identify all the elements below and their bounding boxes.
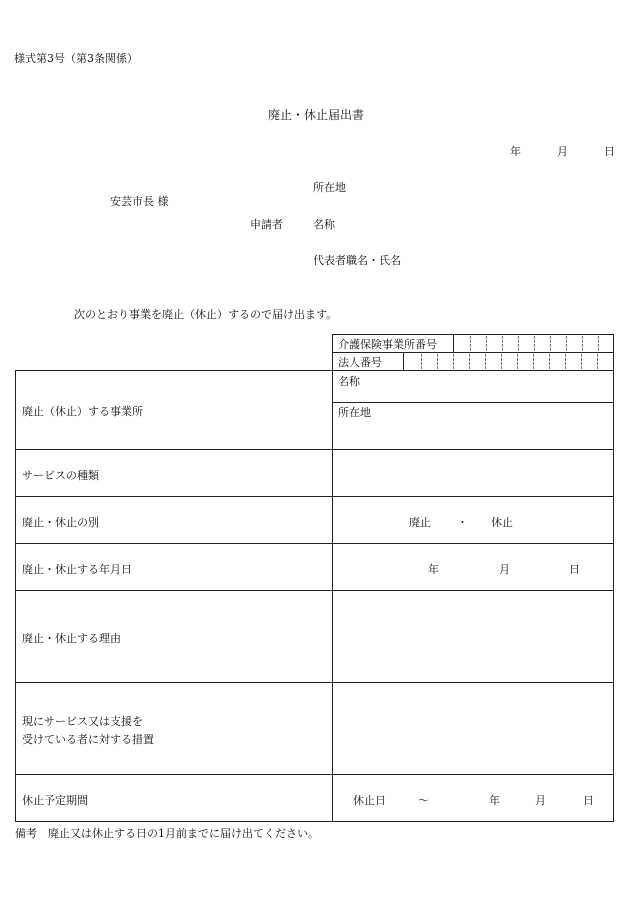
care-number-label: 介護保険事業所番号 [338,338,437,351]
type-label: 廃止・休止の別 [22,516,99,529]
measures-label-line2: 受けている者に対する措置 [22,733,154,746]
period-year: 年 [489,794,500,807]
corp-number-label: 法人番号 [338,356,382,369]
measures-label-line1: 現にサービス又は支援を [22,715,143,728]
applicant-address-label: 所在地 [313,181,346,194]
form-number: 様式第3号（第3条関係） [14,52,138,65]
type-option-suspend[interactable]: 休止 [491,516,513,529]
service-label: サービスの種類 [22,469,99,482]
date-year: 年 [510,145,521,158]
date-month-field: 月 [499,563,510,576]
period-day: 日 [583,794,594,807]
period-label: 休止予定期間 [22,794,88,807]
form-title: 廃止・休止届出書 [268,108,365,122]
date-month: 月 [557,145,568,158]
intro-text: 次のとおり事業を廃止（休止）するので届け出ます。 [74,308,338,321]
type-separator: ・ [457,516,468,529]
reason-label: 廃止・休止する理由 [22,632,121,645]
period-start-label: 休止日 [353,794,386,807]
date-label: 廃止・休止する年月日 [22,563,132,576]
period-tilde: 〜 [418,794,429,807]
date-day: 日 [604,145,615,158]
date-year-field: 年 [428,563,439,576]
period-month: 月 [535,794,546,807]
office-address-label: 所在地 [338,406,371,419]
addressee: 安芸市長 様 [110,195,169,208]
applicant-label: 申請者 [250,218,283,231]
date-day-field: 日 [569,563,580,576]
office-label: 廃止（休止）する事業所 [22,405,143,418]
applicant-name-label: 名称 [313,218,335,231]
type-option-abolish[interactable]: 廃止 [409,516,431,529]
office-name-label: 名称 [338,375,360,388]
note-text: 備考 廃止又は休止する日の1月前までに届け出てください。 [15,827,319,840]
representative-label: 代表者職名・氏名 [313,254,401,267]
